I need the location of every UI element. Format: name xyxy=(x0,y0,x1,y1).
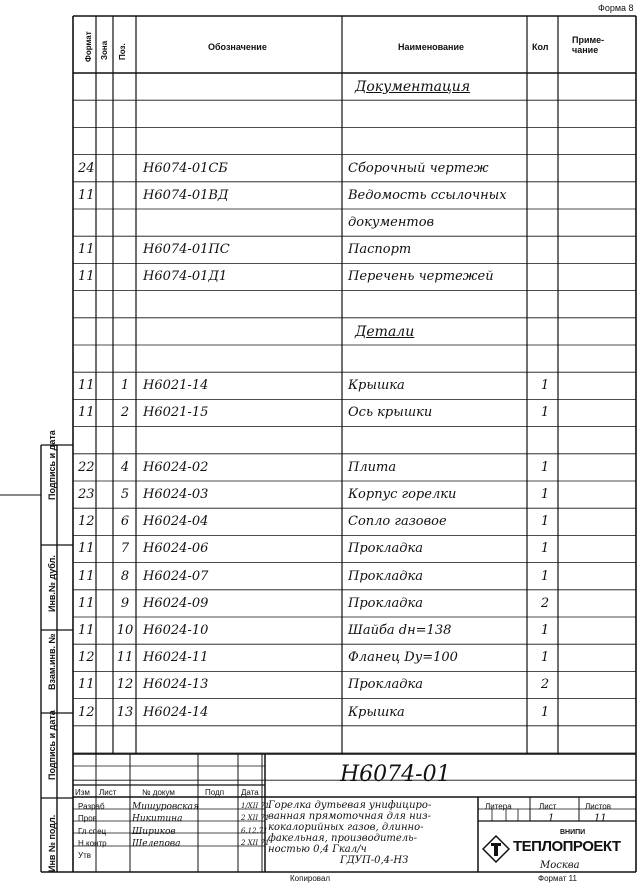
header-qty: Кол xyxy=(532,42,549,52)
side-sign-date-1: Подпись и дата xyxy=(47,430,57,500)
org-city: Москва xyxy=(540,860,580,871)
description-line: ностью 0,4 Гкал/ч xyxy=(268,844,367,855)
footer-format: Формат 11 xyxy=(538,874,577,883)
row-pos: 2 xyxy=(120,405,130,421)
row-fmt: 11 xyxy=(78,378,95,394)
row-name: Крышка xyxy=(348,704,405,720)
row-name: Прокладка xyxy=(348,595,424,611)
row-qty: 1 xyxy=(540,459,550,475)
col-doc: № докум xyxy=(142,788,175,797)
row-des: Н6074-01ПС xyxy=(143,242,230,258)
row-fmt: 24 xyxy=(78,160,95,176)
row-fmt: 12 xyxy=(78,514,95,530)
row-des: Н6024-10 xyxy=(143,623,209,638)
row-qty: 2 xyxy=(540,595,550,611)
header-zone: Зона xyxy=(100,40,109,60)
row-name: Корпус горелки xyxy=(348,487,457,502)
row-fmt: 11 xyxy=(78,405,95,421)
row-name: документов xyxy=(348,215,435,230)
row-des: Н6021-14 xyxy=(143,378,209,394)
side-inv-dup: Инв.№ дубл. xyxy=(47,555,57,612)
description-line: ГДУП-0,4-НЗ xyxy=(340,855,409,866)
row-des: Н6024-04 xyxy=(143,514,209,530)
row-qty: 1 xyxy=(540,514,550,530)
row-des: Н6024-02 xyxy=(143,459,209,475)
col-izm: Изм xyxy=(75,788,90,797)
person-role: Н.контр xyxy=(78,839,107,848)
row-fmt: 11 xyxy=(78,242,95,258)
person-name: Мишуровская xyxy=(132,802,199,812)
row-name: Фланец Dу=100 xyxy=(348,650,458,666)
row-pos: 5 xyxy=(120,487,130,502)
row-des: Н6074-01СБ xyxy=(143,160,228,176)
row-fmt: 12 xyxy=(78,650,95,666)
description-line: ванная прямоточная для низ- xyxy=(268,811,431,822)
row-fmt: 22 xyxy=(78,459,95,475)
person-date: 2 XII 71 xyxy=(241,814,270,822)
row-fmt: 12 xyxy=(78,704,95,720)
person-name: Никитина xyxy=(132,814,183,824)
row-qty: 2 xyxy=(540,677,550,693)
person-name: Шириков xyxy=(132,827,176,837)
row-pos: 7 xyxy=(120,541,130,557)
side-inv-orig: Инв № подл. xyxy=(47,814,57,872)
row-fmt: 11 xyxy=(78,568,95,584)
side-vzam: Взам.инв. № xyxy=(47,633,57,690)
row-des: Н6024-09 xyxy=(143,595,209,611)
person-role: Разраб xyxy=(78,802,105,811)
row-pos: 12 xyxy=(116,677,134,693)
row-name: Документация xyxy=(355,79,471,95)
row-pos: 11 xyxy=(116,650,134,666)
person-role: Пров xyxy=(78,814,97,823)
row-name: Ось крышки xyxy=(348,405,433,421)
row-qty: 1 xyxy=(540,568,550,584)
row-des: Н6074-01ВД xyxy=(143,187,229,203)
row-name: Детали xyxy=(355,323,415,340)
row-fmt: 11 xyxy=(78,623,95,638)
row-des: Н6024-03 xyxy=(143,487,209,502)
person-name: Шелепова xyxy=(132,839,181,849)
row-fmt: 11 xyxy=(78,595,95,611)
row-name: Шайба dн=138 xyxy=(348,623,452,638)
row-qty: 1 xyxy=(540,541,550,557)
header-name: Наименование xyxy=(398,42,465,52)
description-line: кокалорийных газов, длинно- xyxy=(268,822,424,833)
row-pos: 6 xyxy=(120,514,130,530)
row-qty: 1 xyxy=(540,378,550,394)
row-qty: 1 xyxy=(540,650,550,666)
row-qty: 1 xyxy=(540,623,550,638)
form-label: Форма 8 xyxy=(598,3,634,13)
person-role: Утв xyxy=(78,851,91,860)
row-pos: 4 xyxy=(120,459,130,475)
row-pos: 8 xyxy=(120,568,130,584)
col-date: Дата xyxy=(241,788,259,797)
row-qty: 1 xyxy=(540,487,550,502)
row-fmt: 11 xyxy=(78,187,95,203)
header-format: Формат xyxy=(84,31,93,62)
row-des: Н6074-01Д1 xyxy=(143,269,228,285)
row-des: Н6024-06 xyxy=(143,541,209,557)
person-date: 2 XII 71 xyxy=(241,839,270,847)
row-name: Перечень чертежей xyxy=(348,269,494,285)
side-sign-date-2: Подпись и дата xyxy=(47,710,57,780)
row-qty: 1 xyxy=(540,405,550,421)
row-pos: 1 xyxy=(120,378,130,394)
row-des: Н6024-14 xyxy=(143,704,209,720)
org-top: ВНИПИ xyxy=(560,829,586,836)
footer-copied: Копировал xyxy=(290,874,331,883)
doc-code: Н6074-01 xyxy=(340,762,451,787)
sheet-value: 1 xyxy=(548,813,555,824)
row-des: Н6024-07 xyxy=(143,568,209,584)
row-name: Крышка xyxy=(348,378,405,394)
row-name: Паспорт xyxy=(348,242,412,258)
row-pos: 9 xyxy=(120,595,130,611)
org-name: ТЕПЛОПРОЕКТ xyxy=(513,838,621,855)
header-designation: Обозначение xyxy=(208,42,267,52)
row-name: Ведомость ссылочных xyxy=(348,187,507,203)
row-des: Н6021-15 xyxy=(143,405,209,421)
row-name: Прокладка xyxy=(348,677,424,693)
description-line: факельная, производитель- xyxy=(268,833,417,844)
row-fmt: 11 xyxy=(78,269,95,285)
person-role: Гл спец xyxy=(78,827,107,836)
header-note: Приме- чание xyxy=(572,35,605,55)
row-des: Н6024-11 xyxy=(143,650,209,666)
row-fmt: 11 xyxy=(78,677,95,693)
sheets-value: 11 xyxy=(594,813,607,824)
litera-label: Литера xyxy=(485,802,512,811)
sheet-label: Лист xyxy=(539,802,557,811)
sheets-label: Листов xyxy=(585,802,611,811)
row-name: Сопло газовое xyxy=(348,514,447,530)
col-list: Лист xyxy=(99,788,117,797)
row-fmt: 23 xyxy=(78,487,95,502)
row-pos: 10 xyxy=(116,623,134,638)
row-qty: 1 xyxy=(540,704,550,720)
row-des: Н6024-13 xyxy=(143,677,209,693)
org-logo-icon xyxy=(482,835,510,863)
description-line: Горелка дутьевая унифициро- xyxy=(268,800,432,811)
row-name: Плита xyxy=(348,459,397,475)
col-sign: Подп xyxy=(205,788,225,797)
row-name: Прокладка xyxy=(348,541,424,557)
person-date: 6.12.71 xyxy=(241,827,268,835)
person-date: 1/XII 71 xyxy=(241,802,270,810)
header-pos: Поз. xyxy=(118,43,127,60)
row-name: Прокладка xyxy=(348,568,424,584)
row-fmt: 11 xyxy=(78,541,95,557)
row-name: Сборочный чертеж xyxy=(348,160,489,176)
row-pos: 13 xyxy=(116,704,134,720)
